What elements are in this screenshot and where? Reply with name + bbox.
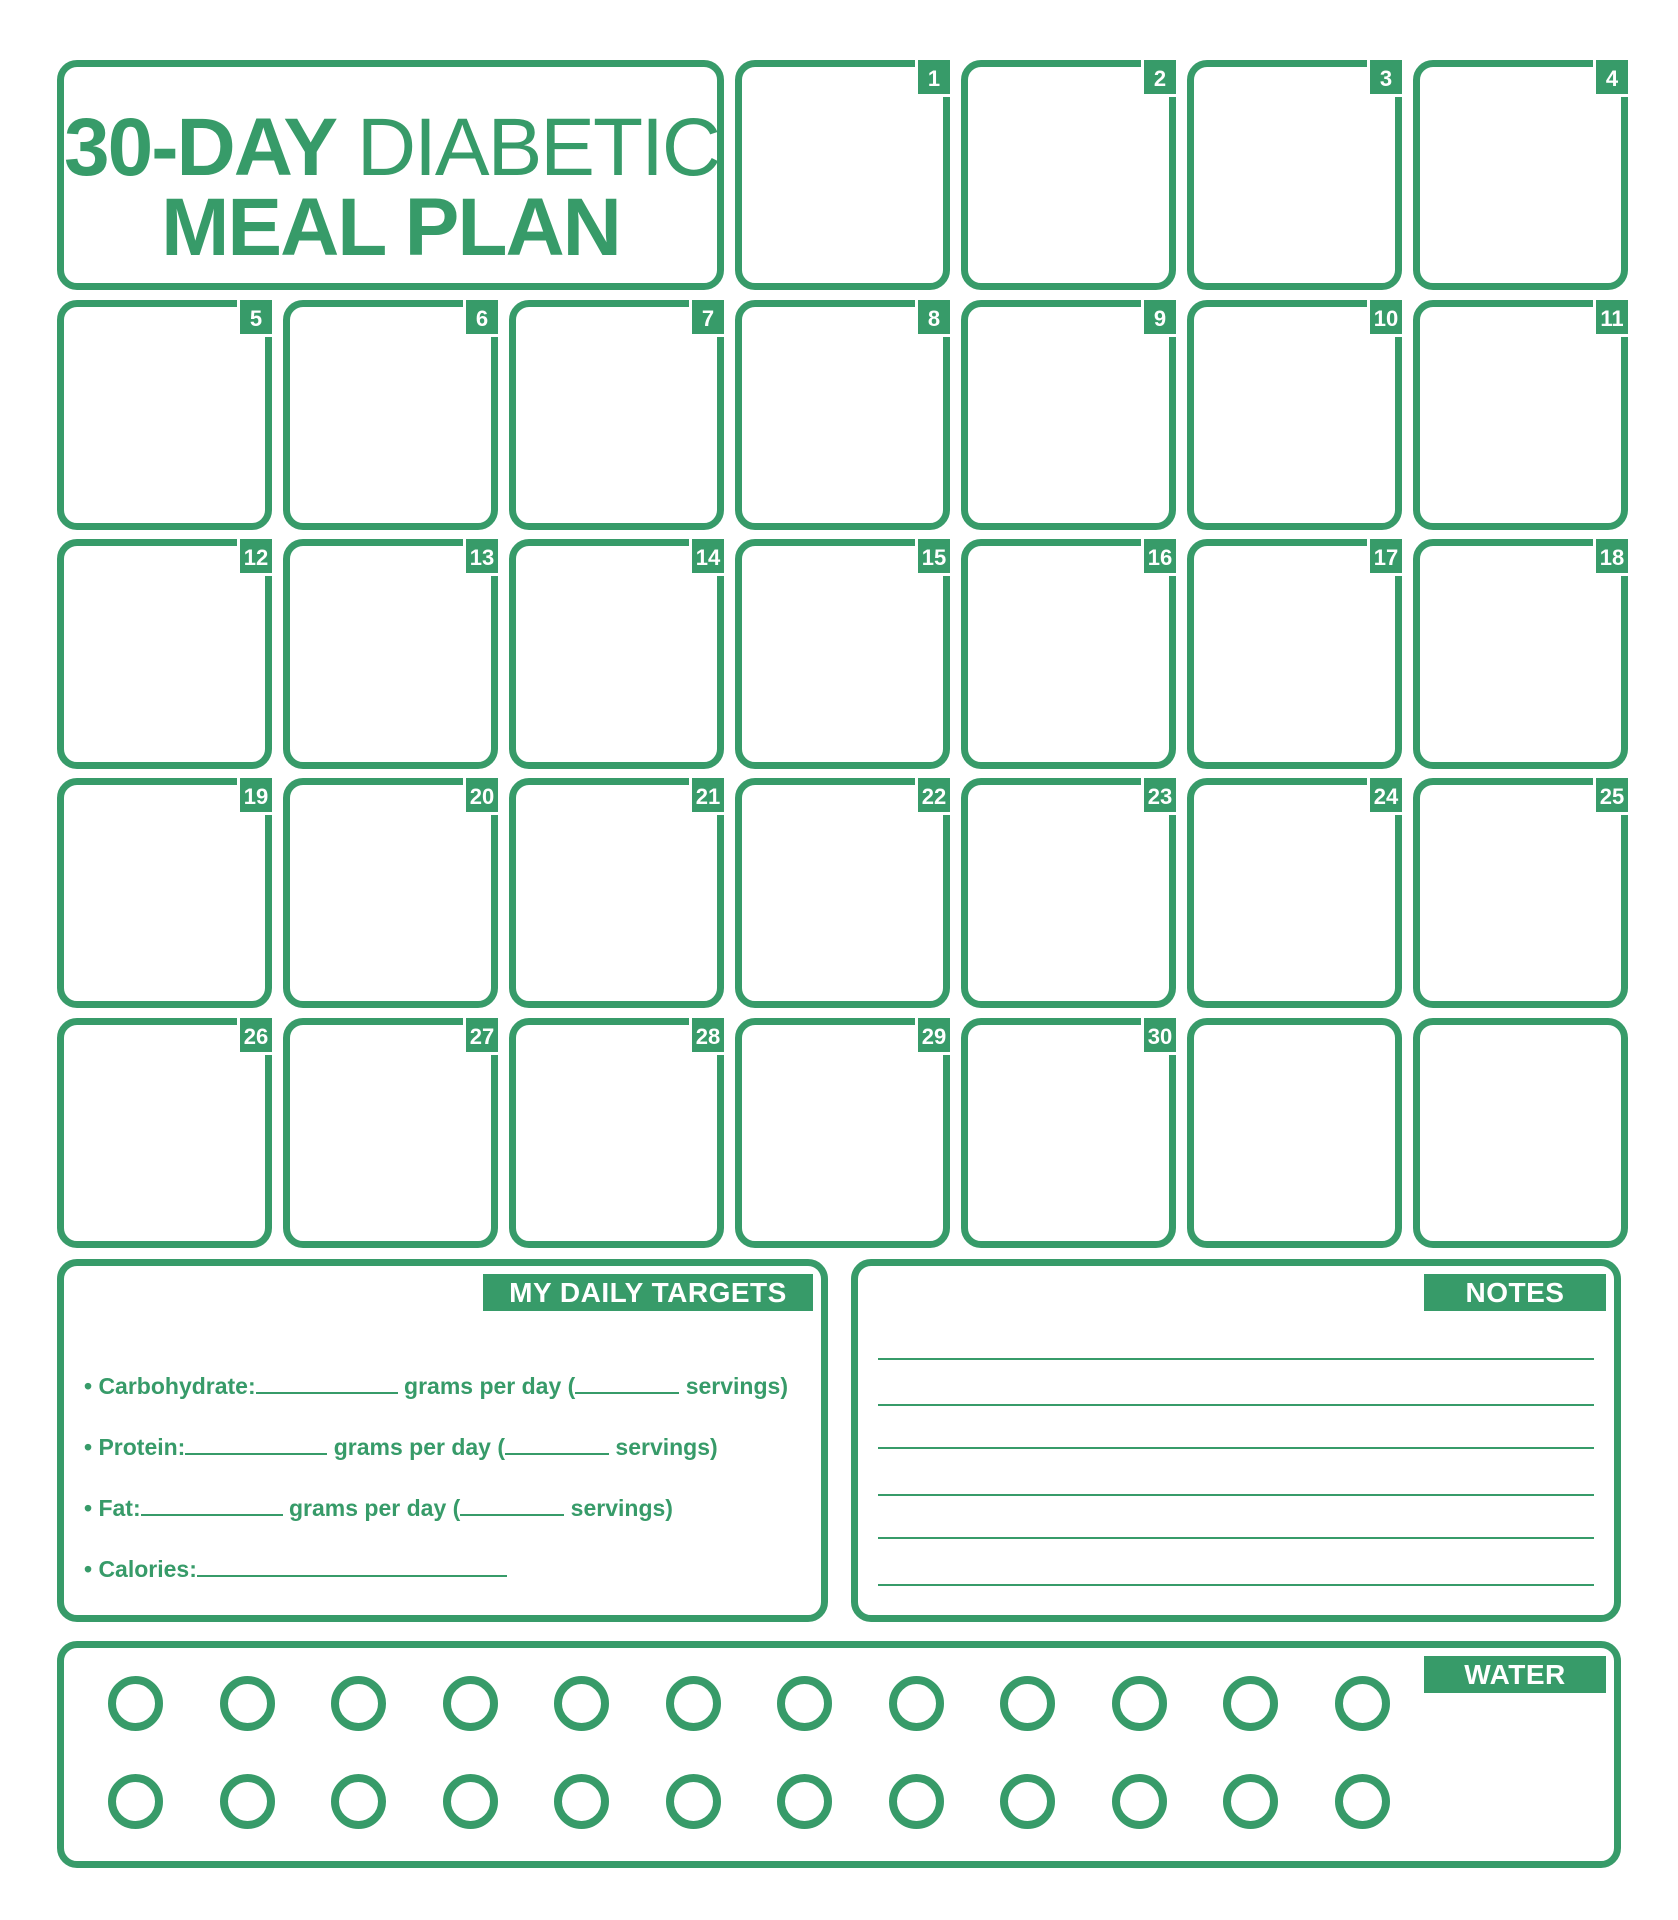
day-cell[interactable]: [1187, 300, 1402, 530]
title-30-day: 30-DAY: [64, 102, 337, 193]
protein-end: servings): [609, 1434, 718, 1460]
day-cell[interactable]: [283, 300, 498, 530]
calories-blank[interactable]: [197, 1555, 507, 1577]
calories-label: • Calories:: [84, 1556, 197, 1582]
day-number-badge: 8: [915, 300, 950, 337]
water-cup-circle[interactable]: [220, 1676, 275, 1731]
day-number-badge: 21: [689, 778, 724, 815]
water-panel: [57, 1641, 1621, 1868]
carbohydrate-end: servings): [679, 1373, 788, 1399]
day-number-badge: 30: [1141, 1018, 1176, 1055]
protein-mid: grams per day (: [327, 1434, 506, 1460]
note-line[interactable]: [878, 1404, 1594, 1406]
day-cell[interactable]: [57, 539, 272, 769]
water-cup-circle[interactable]: [777, 1774, 832, 1829]
day-cell[interactable]: [735, 60, 950, 290]
day-number-badge: 4: [1593, 60, 1628, 97]
daily-targets-heading: MY DAILY TARGETS: [483, 1274, 813, 1311]
carbohydrate-mid: grams per day (: [397, 1373, 576, 1399]
water-cup-circle[interactable]: [1112, 1676, 1167, 1731]
day-number-badge: 27: [463, 1018, 498, 1055]
water-cup-circle[interactable]: [554, 1676, 609, 1731]
fat-grams-blank[interactable]: [141, 1494, 283, 1516]
day-cell[interactable]: [283, 539, 498, 769]
day-cell[interactable]: [961, 300, 1176, 530]
day-cell[interactable]: [1413, 539, 1628, 769]
day-cell[interactable]: [735, 539, 950, 769]
day-cell[interactable]: [283, 778, 498, 1008]
title-line1: [64, 102, 720, 193]
water-cup-circle[interactable]: [331, 1774, 386, 1829]
day-number-badge: 24: [1367, 778, 1402, 815]
day-cell[interactable]: [283, 1018, 498, 1248]
day-cell[interactable]: [961, 60, 1176, 290]
day-number-badge: 11: [1593, 300, 1628, 337]
day-number-badge: 1: [915, 60, 950, 97]
fat-servings-blank[interactable]: [460, 1494, 564, 1516]
target-protein: [84, 1432, 718, 1462]
day-number-badge: 17: [1367, 539, 1402, 576]
protein-servings-blank[interactable]: [505, 1433, 609, 1455]
day-cell[interactable]: [1413, 1018, 1628, 1248]
day-number-badge: 19: [237, 778, 272, 815]
day-number-badge: 16: [1141, 539, 1176, 576]
water-cup-circle[interactable]: [443, 1774, 498, 1829]
day-number-badge: 5: [237, 300, 272, 337]
carbohydrate-servings-blank[interactable]: [575, 1372, 679, 1394]
day-cell[interactable]: [1413, 300, 1628, 530]
fat-mid: grams per day (: [282, 1495, 461, 1521]
water-cup-circle[interactable]: [1223, 1676, 1278, 1731]
water-cup-circle[interactable]: [220, 1774, 275, 1829]
note-line[interactable]: [878, 1537, 1594, 1539]
water-cup-circle[interactable]: [889, 1774, 944, 1829]
day-cell[interactable]: [961, 778, 1176, 1008]
day-number-badge: 3: [1367, 60, 1402, 97]
day-cell[interactable]: [509, 778, 724, 1008]
target-fat: [84, 1493, 673, 1523]
title-meal-plan: MEAL PLAN: [161, 182, 620, 273]
water-cup-circle[interactable]: [108, 1774, 163, 1829]
day-cell[interactable]: [57, 778, 272, 1008]
day-cell[interactable]: [735, 1018, 950, 1248]
title-box: [57, 60, 724, 290]
day-number-badge: 15: [915, 539, 950, 576]
notes-heading: NOTES: [1424, 1274, 1606, 1311]
day-cell[interactable]: [1187, 60, 1402, 290]
carbohydrate-grams-blank[interactable]: [256, 1372, 398, 1394]
title-diabetic: DIABETIC: [356, 102, 720, 193]
day-number-badge: 23: [1141, 778, 1176, 815]
water-cup-circle[interactable]: [666, 1774, 721, 1829]
water-cup-circle[interactable]: [777, 1676, 832, 1731]
day-number-badge: 22: [915, 778, 950, 815]
day-cell[interactable]: [57, 300, 272, 530]
day-number-badge: 20: [463, 778, 498, 815]
day-cell[interactable]: [509, 1018, 724, 1248]
water-cup-circle[interactable]: [1223, 1774, 1278, 1829]
water-cup-circle[interactable]: [666, 1676, 721, 1731]
water-cup-circle[interactable]: [1000, 1676, 1055, 1731]
day-cell[interactable]: [735, 778, 950, 1008]
daily-targets-panel: [57, 1259, 828, 1622]
protein-grams-blank[interactable]: [185, 1433, 327, 1455]
day-number-badge: 10: [1367, 300, 1402, 337]
water-cup-circle[interactable]: [331, 1676, 386, 1731]
water-cup-circle[interactable]: [554, 1774, 609, 1829]
water-cup-circle[interactable]: [889, 1676, 944, 1731]
day-cell[interactable]: [1187, 778, 1402, 1008]
day-number-badge: 26: [237, 1018, 272, 1055]
note-line[interactable]: [878, 1447, 1594, 1449]
day-cell[interactable]: [509, 300, 724, 530]
carbohydrate-label: • Carbohydrate:: [84, 1373, 256, 1399]
day-cell[interactable]: [735, 300, 950, 530]
water-cup-circle[interactable]: [1112, 1774, 1167, 1829]
day-cell[interactable]: [1413, 60, 1628, 290]
day-number-badge: 12: [237, 539, 272, 576]
note-line[interactable]: [878, 1494, 1594, 1496]
note-line[interactable]: [878, 1584, 1594, 1586]
protein-label: • Protein:: [84, 1434, 186, 1460]
water-cup-circle[interactable]: [108, 1676, 163, 1731]
day-number-badge: 28: [689, 1018, 724, 1055]
day-number-badge: 29: [915, 1018, 950, 1055]
day-number-badge: 9: [1141, 300, 1176, 337]
target-calories: [84, 1554, 507, 1584]
day-number-badge: 14: [689, 539, 724, 576]
water-cup-circle[interactable]: [1000, 1774, 1055, 1829]
water-cup-circle[interactable]: [1335, 1774, 1390, 1829]
water-heading: WATER: [1424, 1656, 1606, 1693]
day-cell[interactable]: [1187, 539, 1402, 769]
day-cell[interactable]: [1187, 1018, 1402, 1248]
day-number-badge: 2: [1141, 60, 1176, 97]
note-line[interactable]: [878, 1358, 1594, 1360]
day-number-badge: 18: [1593, 539, 1628, 576]
day-number-badge: 13: [463, 539, 498, 576]
day-number-badge: 6: [463, 300, 498, 337]
day-cell[interactable]: [1413, 778, 1628, 1008]
day-cell[interactable]: [57, 1018, 272, 1248]
fat-end: servings): [564, 1495, 673, 1521]
water-cup-circle[interactable]: [1335, 1676, 1390, 1731]
water-cup-circle[interactable]: [443, 1676, 498, 1731]
day-cell[interactable]: [961, 1018, 1176, 1248]
day-cell[interactable]: [509, 539, 724, 769]
day-number-badge: 25: [1593, 778, 1628, 815]
fat-label: • Fat:: [84, 1495, 141, 1521]
day-number-badge: 7: [689, 300, 724, 337]
notes-panel: [851, 1259, 1621, 1622]
day-cell[interactable]: [961, 539, 1176, 769]
target-carbohydrate: [84, 1371, 788, 1401]
